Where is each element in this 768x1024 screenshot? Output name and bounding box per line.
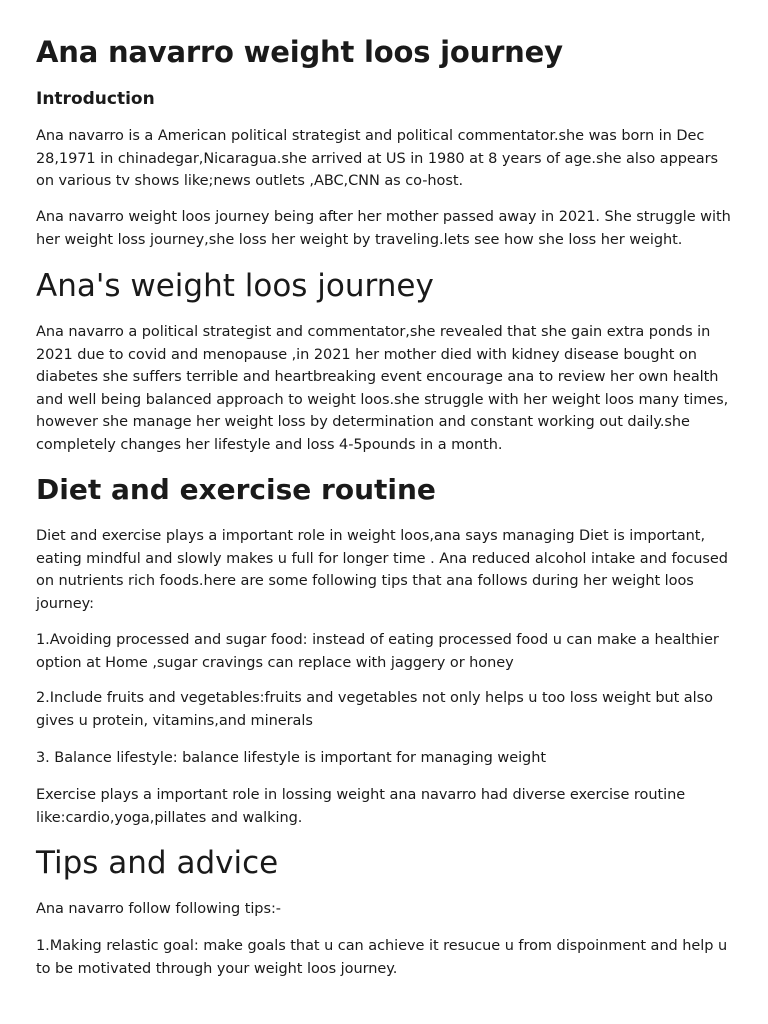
journey-heading: Ana's weight loos journey [36,268,434,304]
diet-tip-3: 3. Balance lifestyle: balance lifestyle is important for managing weight [36,750,546,766]
page-title: Ana navarro weight loos journey [36,35,563,69]
diet-paragraph: Diet and exercise plays a important role in weight loos,ana says managing Diet is important, eating mindful and slowly makes u full for longer time . Ana reduced alcohol intake and focused on nutrients rich foods.here are some following tips that ana follows during her weight loos journey: [36,528,728,612]
intro-paragraph-1: Ana navarro is a American political strategist and political commentator.she was born in Dec 28,1971 in chinadegar,Nicaragua.she arrived at US in 1980 at 8 years of age.she also appears on various tv shows like;news outlets ,ABC,CNN as co-host. [36,128,719,189]
diet-tip-1: 1.Avoiding processed and sugar food: instead of eating processed food u can make a healthier option at Home ,sugar cravings can replace with jaggery or honey [36,632,719,671]
exercise-paragraph: Exercise plays a important role in lossing weight ana navarro had diverse exercise routine like:cardio,yoga,pillates and walking. [36,787,686,826]
tips-heading: Tips and advice [36,845,279,881]
intro-paragraph-2: Ana navarro weight loos journey being after her mother passed away in 2021. She struggle with her weight loss journey,she loss her weight by traveling.lets see how she loss her weight. [36,209,731,248]
introduction-heading: Introduction [36,89,155,109]
diet-tip-2: 2.Include fruits and vegetables:fruits and vegetables not only helps u too loss weight but also gives u protein, vitamins,and minerals [36,690,713,729]
journey-paragraph: Ana navarro a political strategist and commentator,she revealed that she gain extra ponds in 2021 due to covid and menopause ,in 2021 her mother died with kidney disease bought on diabetes she suffers terrible and heartbreaking event encourage ana to review her own health and well being balanced approach to weight loos.she struggle with her weight loos many times, however she manage her weight loss by determination and constant working out daily.she completely changes her lifestyle and loss 4-5pounds in a month. [36,324,729,453]
tips-intro: Ana navarro follow following tips:- [36,901,281,917]
diet-heading: Diet and exercise routine [36,473,436,506]
tips-item-1: 1.Making relastic goal: make goals that u can achieve it resucue u from dispoinment and help u to be motivated through your weight loos journey. [36,938,728,977]
